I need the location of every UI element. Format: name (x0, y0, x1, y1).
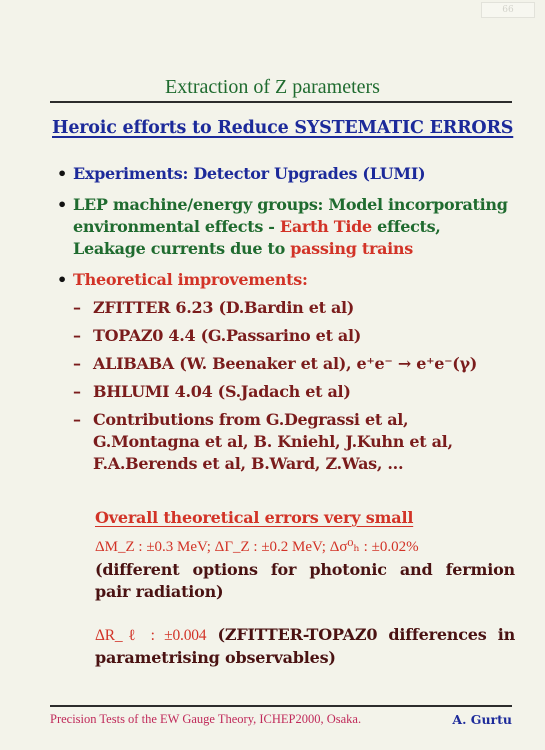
sub-item-text: ALIBABA (W. Beenaker et al), e⁺e⁻ → e⁺e⁻(γ) (93, 354, 478, 373)
sub-item-text: Contributions from G.Degrassi et al, G.Montagna et al, B. Kniehl, J.Kuhn et al, F.A.Berends et al, B.Ward, Z.Was, ... (93, 410, 453, 473)
sub-item-text: BHLUMI 4.04 (S.Jadach et al) (93, 382, 351, 401)
slide-title: Extraction of Z parameters (165, 76, 380, 98)
highlight-earth-tide: Earth Tide (279, 217, 372, 236)
dash-icon: – (73, 410, 81, 429)
sub-item-alibaba (73, 353, 515, 375)
overall-errors-heading: Overall theoretical errors very small (95, 508, 414, 527)
bottom-rule (50, 705, 512, 707)
sub-list (73, 297, 515, 475)
error-values: ΔM_Z : ±0.3 MeV; ΔΓ_Z : ±0.2 MeV; Δσ⁰ₕ : ±0.02% (95, 539, 419, 555)
bullet-text-cont: effects, Leakage currents due to (73, 217, 441, 258)
rl-error: ΔR_ℓ : ±0.004 (95, 627, 207, 644)
bullet-dot-icon: • (57, 270, 67, 289)
dash-icon: – (73, 298, 81, 317)
dash-icon: – (73, 326, 81, 345)
page-number: 66 (481, 2, 535, 18)
sub-item-zfitter (73, 297, 515, 319)
sub-item-topaz0 (73, 325, 515, 347)
bullet-text: LEP machine/energy groups: Model incorporating environmental effects - (73, 195, 508, 236)
bullet-lep (55, 194, 515, 260)
footer-author: A. Gurtu (452, 712, 512, 727)
sub-item-bhlumi (73, 381, 515, 403)
top-rule (50, 101, 512, 103)
bullet-dot-icon: • (57, 195, 67, 214)
bullet-list (55, 163, 515, 475)
footer-conference: Precision Tests of the EW Gauge Theory, ICHEP2000, Osaka. (50, 712, 362, 726)
sub-item-text: ZFITTER 6.23 (D.Bardin et al) (93, 298, 355, 317)
dash-icon: – (73, 354, 81, 373)
note-rl (95, 624, 515, 669)
bullet-theory (55, 269, 515, 475)
sub-item-contributions (73, 409, 515, 475)
sub-item-text: TOPAZ0 4.4 (G.Passarino et al) (93, 326, 362, 345)
rl-note-text: (ZFITTER-TOPAZ0 differences in parametrising observables) (95, 625, 516, 667)
bullet-text: Experiments: Detector Upgrades (LUMI) (73, 164, 426, 183)
bullet-text: Theoretical improvements: (73, 270, 308, 289)
section-heading: Heroic efforts to Reduce SYSTEMATIC ERRORS (52, 118, 514, 138)
dash-icon: – (73, 382, 81, 401)
highlight-passing-trains: passing trains (290, 239, 413, 258)
note-photonic: (different options for photonic and fermion pair radiation) (95, 560, 515, 601)
bullet-experiments (55, 163, 515, 185)
bullet-dot-icon: • (57, 164, 67, 183)
